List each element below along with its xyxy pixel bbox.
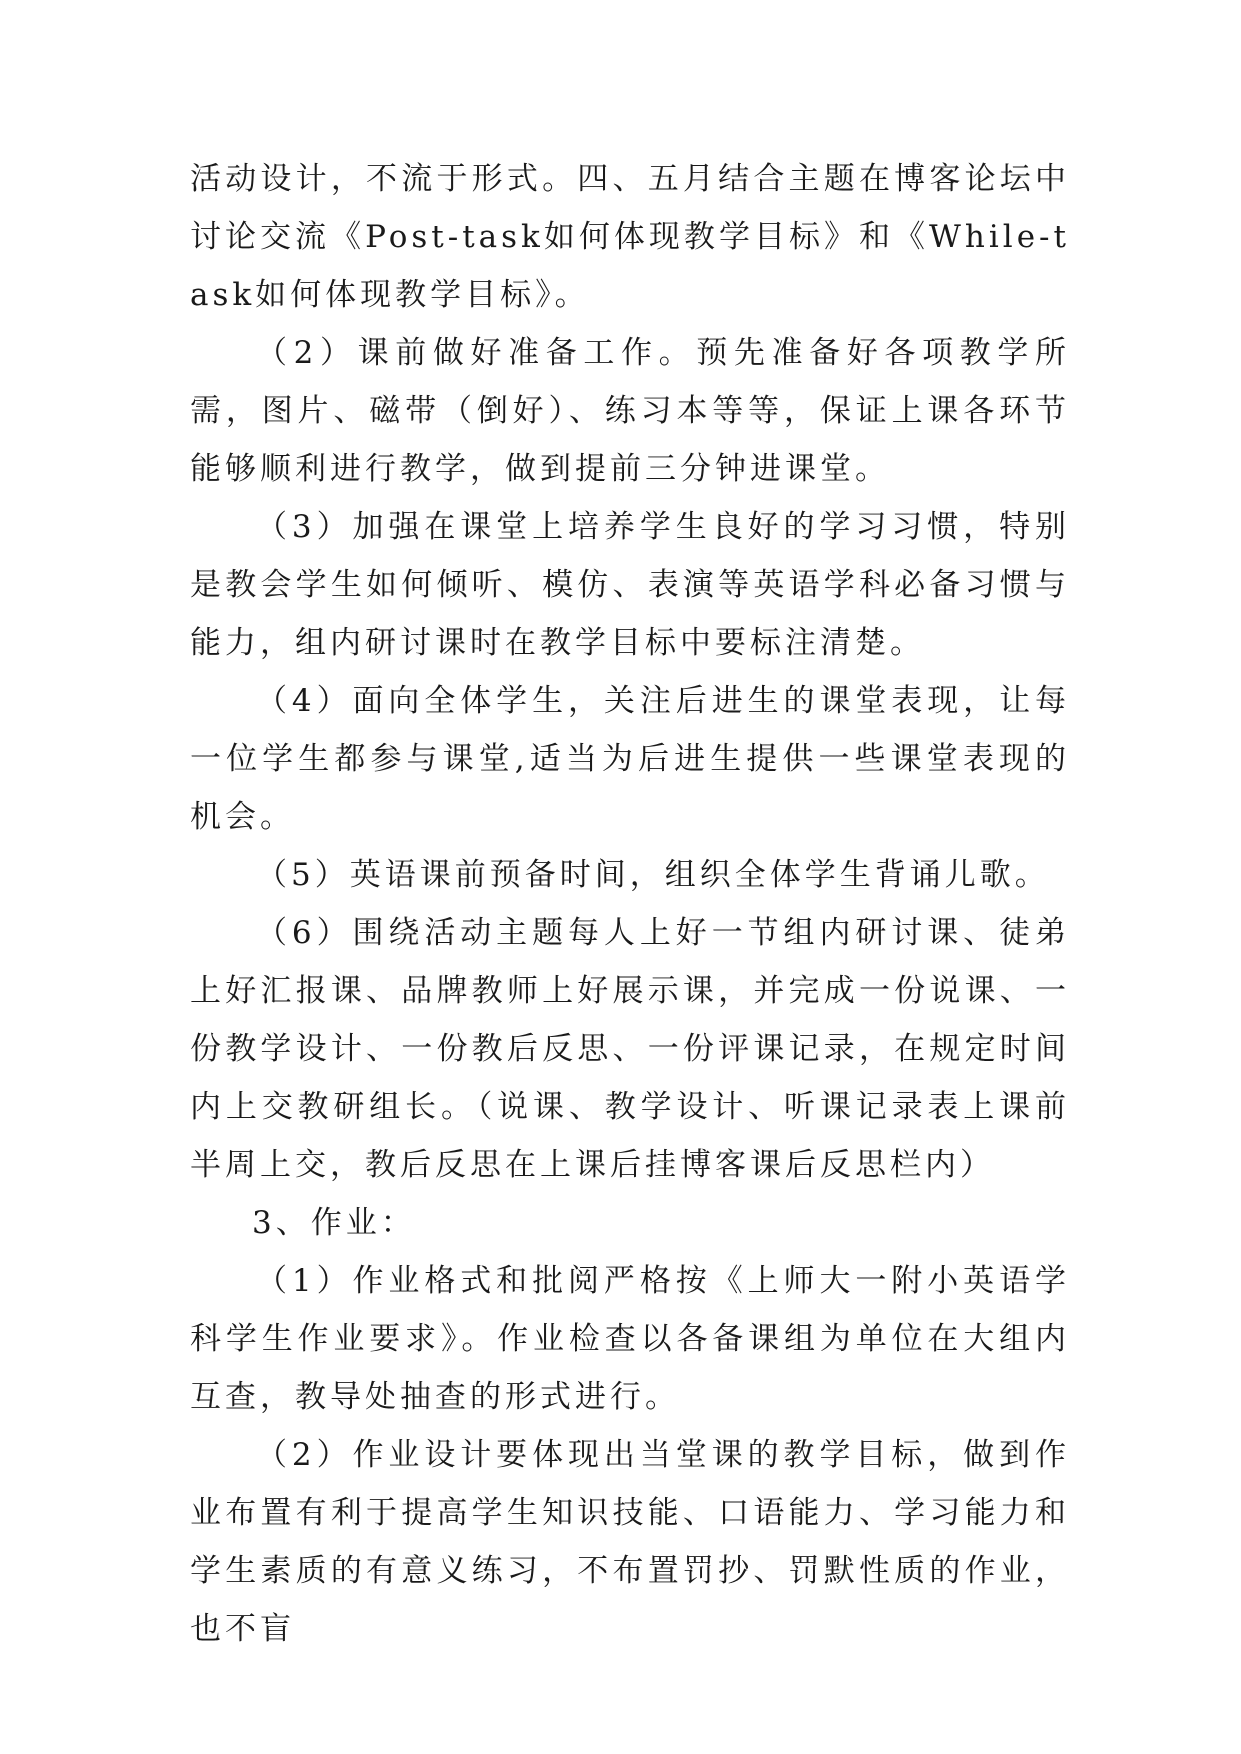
paragraph-item-2: （2）课前做好准备工作。预先准备好各项教学所需，图片、磁带（倒好）、练习本等等，保证上课各环节能够顺利进行教学，做到提前三分钟进课堂。 [190,335,1070,487]
paragraph-item-3: （3）加强在课堂上培养学生良好的学习习惯，特别是教会学生如何倾听、模仿、表演等英语学科必备习惯与能力，组内研讨课时在教学目标中要标注清楚。 [190,509,1070,661]
paragraph-item-4: （4）面向全体学生，关注后进生的课堂表现，让每一位学生都参与课堂,适当为后进生提供一些课堂表现的机会。 [190,683,1070,835]
paragraph-continuation: 活动设计，不流于形式。四、五月结合主题在博客论坛中讨论交流《Post-task如何体现教学目标》和《While-task如何体现教学目标》。 [190,161,1070,313]
section-heading-homework: 3、作业： [252,1205,416,1241]
paragraph-homework-1: （1）作业格式和批阅严格按《上师大一附小英语学科学生作业要求》。作业检查以各备课组为单位在大组内互查，教导处抽查的形式进行。 [190,1263,1070,1415]
document-body [190,150,1070,1658]
paragraph-item-5: （5）英语课前预备时间，组织全体学生背诵儿歌。 [256,857,1050,893]
paragraph-item-6: （6）围绕活动主题每人上好一节组内研讨课、徒弟上好汇报课、品牌教师上好展示课，并完成一份说课、一份教学设计、一份教后反思、一份评课记录，在规定时间内上交教研组长。（说课、教学设计、听课记录表上课前半周上交，教后反思在上课后挂博客课后反思栏内） [190,915,1070,1183]
paragraph-homework-2: （2）作业设计要体现出当堂课的教学目标，做到作业布置有利于提高学生知识技能、口语能力、学习能力和学生素质的有意义练习，不布置罚抄、罚默性质的作业，也不盲 [190,1437,1070,1647]
